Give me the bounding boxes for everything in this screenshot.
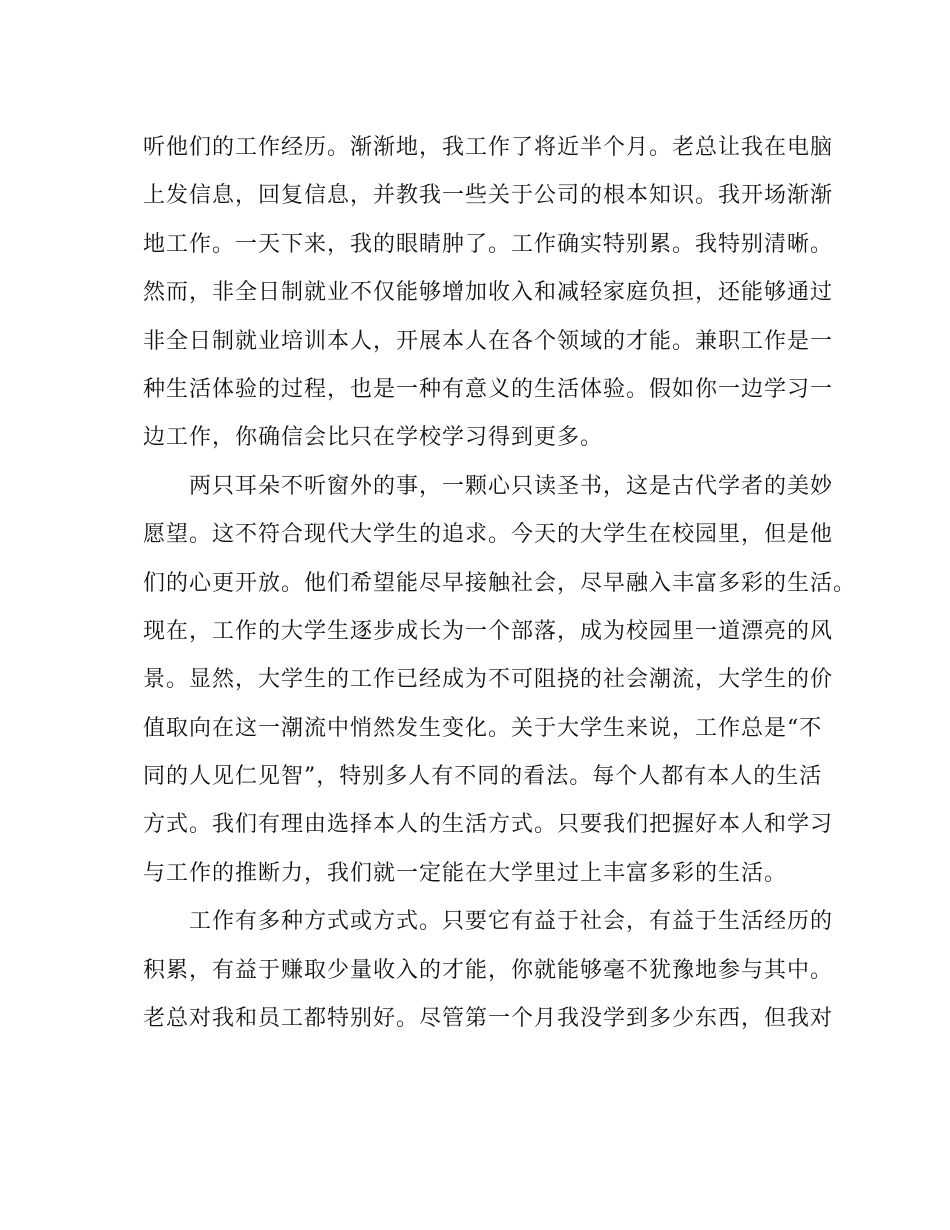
text-line: 与工作的推断力，我们就一定能在大学里过上丰富多彩的生活。 xyxy=(143,860,788,886)
text-line: 景。显然，大学生的工作已经成为不可阻挠的社会潮流，大学生的价 xyxy=(143,667,834,693)
text-line: 地工作。一天下来，我的眼睛肿了。工作确实特别累。我特别清晰。 xyxy=(143,231,834,257)
text-line: 老总对我和员工都特别好。尽管第一个月我没学到多少东西，但我对 xyxy=(143,1006,834,1032)
text-line: 值取向在这一潮流中悄然发生变化。关于大学生来说，工作总是“不 xyxy=(143,715,823,741)
text-line: 愿望。这不符合现代大学生的追求。今天的大学生在校园里，但是他 xyxy=(143,522,834,548)
text-line: 们的心更开放。他们希望能尽早接触社会，尽早融入丰富多彩的生活。 xyxy=(143,570,857,596)
paragraph-first-line: 工作有多种方式或方式。只要它有益于社会，有益于生活经历的 xyxy=(189,909,834,935)
body-text xyxy=(143,124,857,1043)
text-line: 边工作，你确信会比只在学校学习得到更多。 xyxy=(143,425,604,451)
text-line: 同的人见仁见智”，特别多人有不同的看法。每个人都有本人的生活 xyxy=(143,764,823,790)
text-line: 非全日制就业培训本人，开展本人在各个领域的才能。兼职工作是一 xyxy=(143,328,834,354)
text-line: 然而，非全日制就业不仅能够增加收入和减轻家庭负担，还能够通过 xyxy=(143,280,834,306)
text-line: 现在，工作的大学生逐步成长为一个部落，成为校园里一道漂亮的风 xyxy=(143,618,834,644)
text-line: 积累，有益于赚取少量收入的才能，你就能够毫不犹豫地参与其中。 xyxy=(143,957,834,983)
text-line: 方式。我们有理由选择本人的生活方式。只要我们把握好本人和学习 xyxy=(143,812,834,838)
text-line: 种生活体验的过程，也是一种有意义的生活体验。假如你一边学习一 xyxy=(143,376,834,402)
paragraph-first-line: 两只耳朵不听窗外的事，一颗心只读圣书，这是古代学者的美妙 xyxy=(189,473,834,499)
text-line: 上发信息，回复信息，并教我一些关于公司的根本知识。我开场渐渐 xyxy=(143,183,834,209)
text-line: 听他们的工作经历。渐渐地，我工作了将近半个月。老总让我在电脑 xyxy=(143,135,834,160)
